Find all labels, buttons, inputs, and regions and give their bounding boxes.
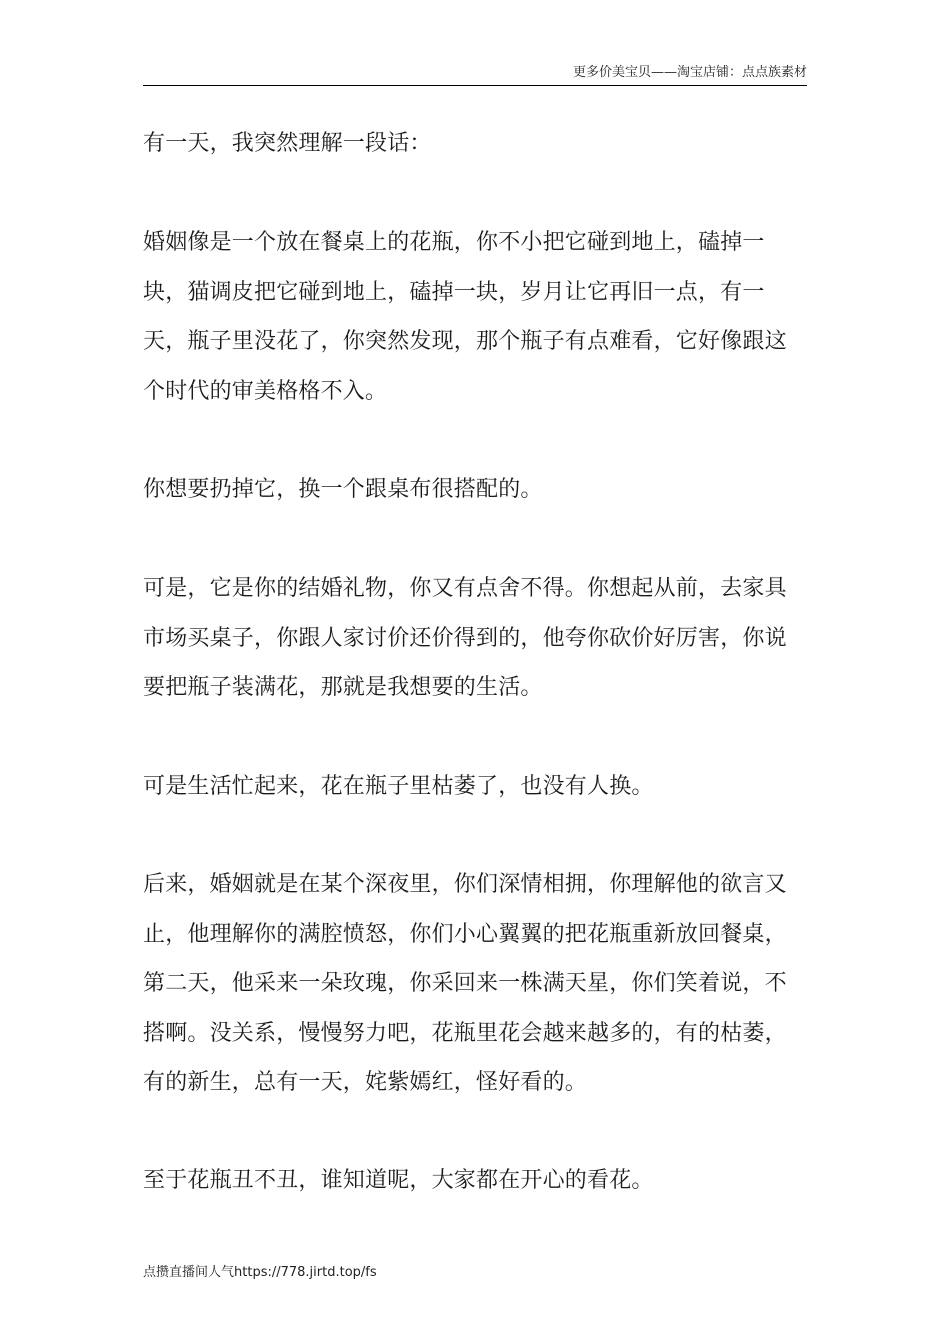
- footer-label: 点攒直播间人气: [143, 1265, 235, 1280]
- header-text: 更多价美宝贝——淘宝店铺：点点族素材: [572, 65, 807, 80]
- page-header: [143, 62, 807, 86]
- paragraph-7: 至于花瓶丑不丑，谁知道呢，大家都在开心的看花。: [143, 1168, 654, 1193]
- paragraph-2: 婚姻像是一个放在餐桌上的花瓶，你不小把它碰到地上，磕掉一块，猫调皮把它碰到地上，磕掉一块，岁月让它再旧一点，有一天，瓶子里没花了，你突然发现，那个瓶子有点难看，它好像跟这个时代的审美格格不入。: [143, 230, 787, 404]
- paragraph-3: 你想要扔掉它，换一个跟桌布很搭配的。: [143, 477, 543, 502]
- page-footer: [143, 1264, 377, 1282]
- paragraph-4: 可是，它是你的结婚礼物，你又有点舍不得。你想起从前，去家具市场买桌子，你跟人家讨价还价得到的，他夸你砍价好厉害，你说要把瓶子装满花，那就是我想要的生活。: [143, 576, 787, 700]
- paragraph-5: 可是生活忙起来，花在瓶子里枯萎了，也没有人换。: [143, 774, 654, 799]
- paragraph-6: 后来，婚姻就是在某个深夜里，你们深情相拥，你理解他的欲言又止，他理解你的满腔愤怒，你们小心翼翼的把花瓶重新放回餐桌，第二天，他采来一朵玫瑰，你采回来一株满天星，你们笑着说，不搭啊。没关系，慢慢努力吧，花瓶里花会越来越多的，有的枯萎，有的新生，总有一天，姹紫嫣红，怪好看的。: [143, 872, 787, 1095]
- paragraph-1: 有一天，我突然理解一段话：: [143, 131, 432, 156]
- footer-url-link[interactable]: https://778.jirtd.top/fs: [234, 1265, 377, 1280]
